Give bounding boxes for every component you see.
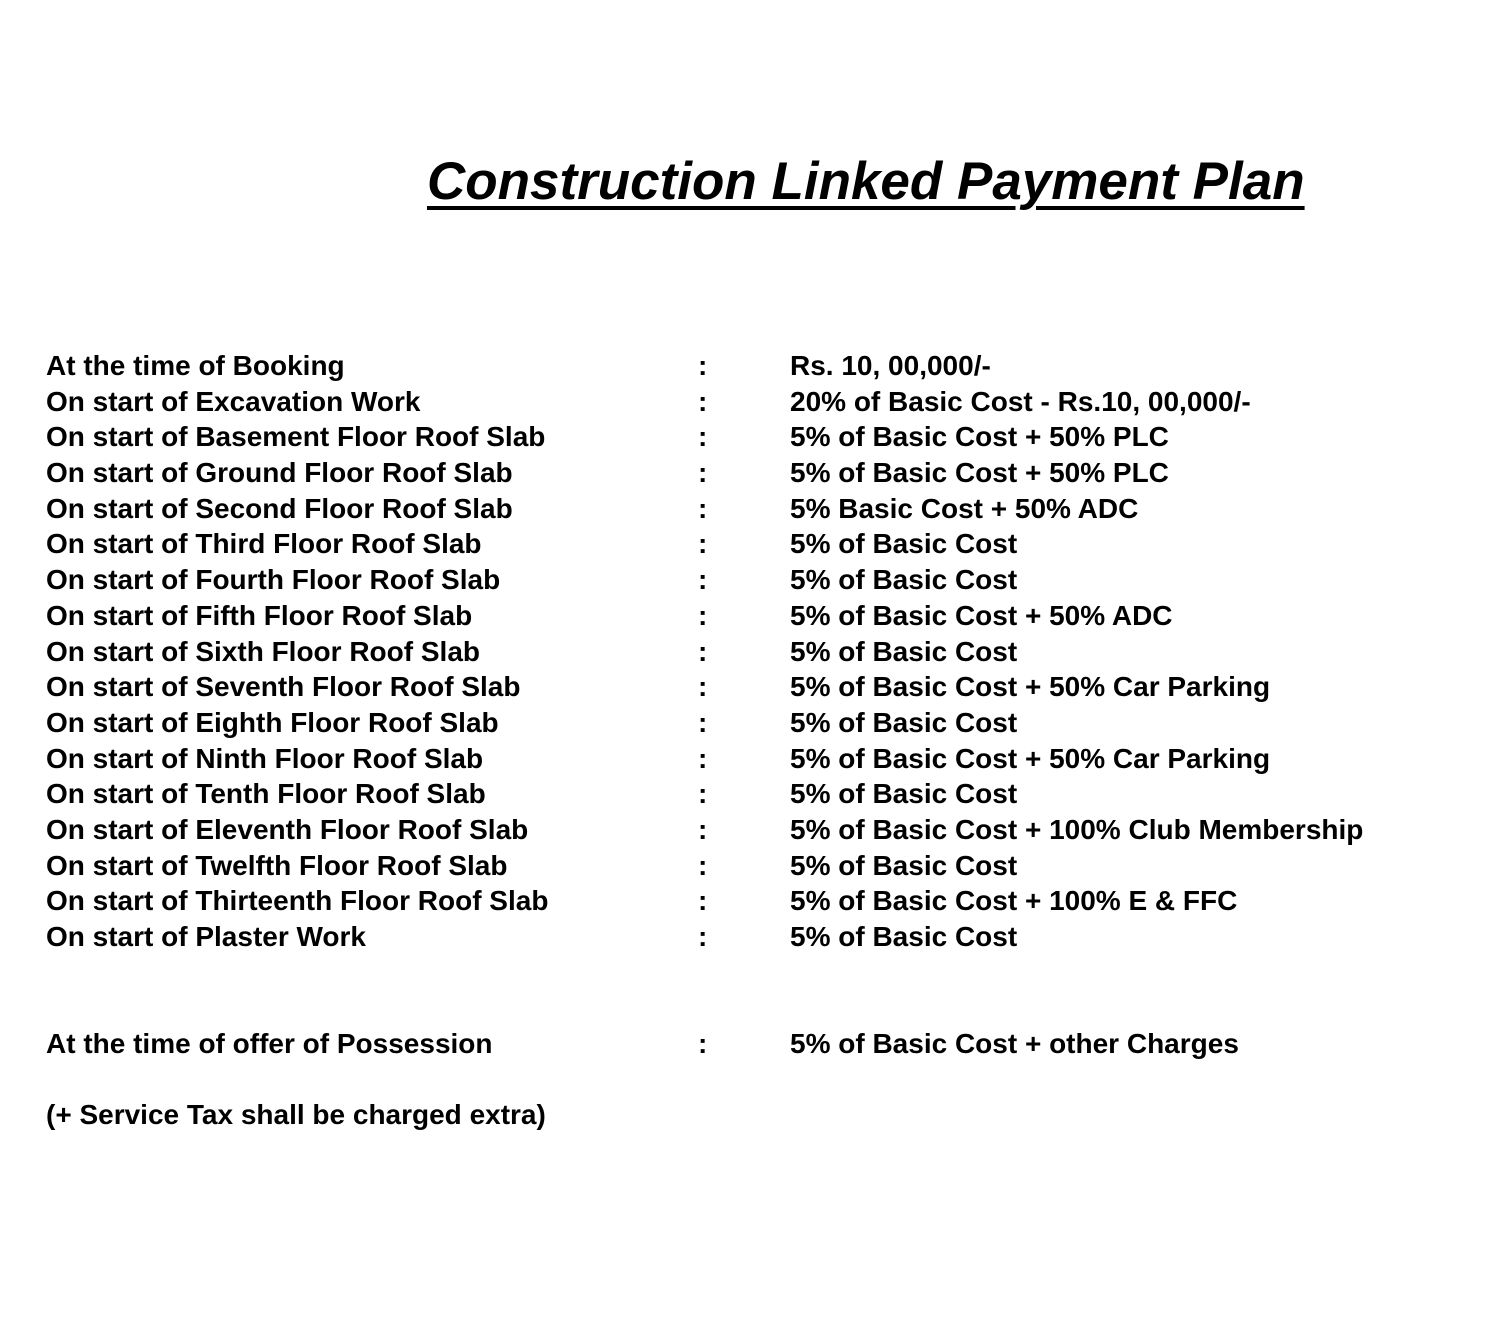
schedule-row xyxy=(46,562,1486,598)
stage-label: At the time of Booking xyxy=(46,350,345,381)
amount-value: 5% of Basic Cost + 100% Club Membership xyxy=(790,813,1364,845)
amount-value: 5% of Basic Cost xyxy=(790,921,1018,952)
stage-label: On start of Plaster Work xyxy=(46,921,367,952)
schedule-row xyxy=(46,919,1486,955)
schedule-row xyxy=(46,491,1486,527)
service-tax-note: (+ Service Tax shall be charged extra) xyxy=(46,1099,546,1130)
amount-value: 5% of Basic Cost xyxy=(790,564,1018,596)
separator: : xyxy=(698,599,708,631)
schedule-row xyxy=(46,598,1486,634)
separator: : xyxy=(698,385,708,417)
schedule-row xyxy=(46,848,1486,884)
separator: : xyxy=(698,492,708,524)
separator: : xyxy=(698,421,708,453)
schedule-row xyxy=(46,526,1486,562)
stage-label: On start of Basement Floor Roof Slab xyxy=(46,421,546,453)
amount-value: 5% of Basic Cost + 50% ADC xyxy=(790,599,1173,631)
schedule-row xyxy=(46,419,1486,455)
schedule-row xyxy=(46,883,1486,919)
separator: : xyxy=(698,671,708,703)
amount-value: 5% of Basic Cost + 50% PLC xyxy=(790,421,1169,453)
amount-value: 5% of Basic Cost xyxy=(790,778,1018,810)
stage-label: On start of Thirteenth Floor Roof Slab xyxy=(46,885,549,917)
separator: : xyxy=(698,921,708,952)
amount-value: 5% of Basic Cost + other Charges xyxy=(790,1028,1239,1059)
stage-label: On start of Twelfth Floor Roof Slab xyxy=(46,849,508,881)
amount-value: 5% of Basic Cost + 50% Car Parking xyxy=(790,671,1271,703)
stage-label: On start of Tenth Floor Roof Slab xyxy=(46,778,486,810)
schedule-row xyxy=(46,705,1486,741)
separator: : xyxy=(698,457,708,489)
payment-schedule xyxy=(46,348,1486,955)
amount-value: 5% of Basic Cost xyxy=(790,528,1018,560)
schedule-row xyxy=(46,669,1486,705)
separator: : xyxy=(698,742,708,774)
amount-value: 5% of Basic Cost + 100% E & FFC xyxy=(790,885,1238,917)
stage-label: On start of Ninth Floor Roof Slab xyxy=(46,742,484,774)
separator: : xyxy=(698,350,708,381)
possession-section xyxy=(46,1026,1486,1062)
separator: : xyxy=(698,778,708,810)
schedule-row xyxy=(46,348,1486,384)
schedule-row xyxy=(46,384,1486,420)
separator: : xyxy=(698,706,708,738)
schedule-row xyxy=(46,634,1486,670)
stage-label: On start of Excavation Work xyxy=(46,385,421,417)
stage-label: On start of Ground Floor Roof Slab xyxy=(46,457,513,489)
amount-value: Rs. 10, 00,000/- xyxy=(790,350,991,381)
amount-value: 5% of Basic Cost xyxy=(790,706,1018,738)
amount-value: 20% of Basic Cost - Rs.10, 00,000/- xyxy=(790,385,1251,417)
schedule-row xyxy=(46,812,1486,848)
separator: : xyxy=(698,528,708,560)
schedule-row xyxy=(46,741,1486,777)
schedule-row xyxy=(46,455,1486,491)
separator: : xyxy=(698,1028,708,1059)
stage-label: On start of Third Floor Roof Slab xyxy=(46,528,482,560)
stage-label: On start of Fourth Floor Roof Slab xyxy=(46,564,501,596)
separator: : xyxy=(698,849,708,881)
separator: : xyxy=(698,635,708,667)
amount-value: 5% of Basic Cost xyxy=(790,849,1018,881)
stage-label: On start of Eleventh Floor Roof Slab xyxy=(46,813,529,845)
possession-row xyxy=(46,1026,1486,1062)
stage-label: On start of Second Floor Roof Slab xyxy=(46,492,513,524)
separator: : xyxy=(698,885,708,917)
amount-value: 5% of Basic Cost + 50% Car Parking xyxy=(790,742,1271,774)
amount-value: 5% of Basic Cost + 50% PLC xyxy=(790,457,1169,489)
stage-label: On start of Seventh Floor Roof Slab xyxy=(46,671,521,703)
separator: : xyxy=(698,564,708,596)
amount-value: 5% of Basic Cost xyxy=(790,635,1018,667)
stage-label: On start of Sixth Floor Roof Slab xyxy=(46,635,480,667)
page-title: Construction Linked Payment Plan xyxy=(427,152,1305,211)
amount-value: 5% Basic Cost + 50% ADC xyxy=(790,492,1139,524)
schedule-row xyxy=(46,776,1486,812)
stage-label: At the time of offer of Possession xyxy=(46,1028,493,1059)
separator: : xyxy=(698,813,708,845)
stage-label: On start of Fifth Floor Roof Slab xyxy=(46,599,473,631)
stage-label: On start of Eighth Floor Roof Slab xyxy=(46,706,499,738)
